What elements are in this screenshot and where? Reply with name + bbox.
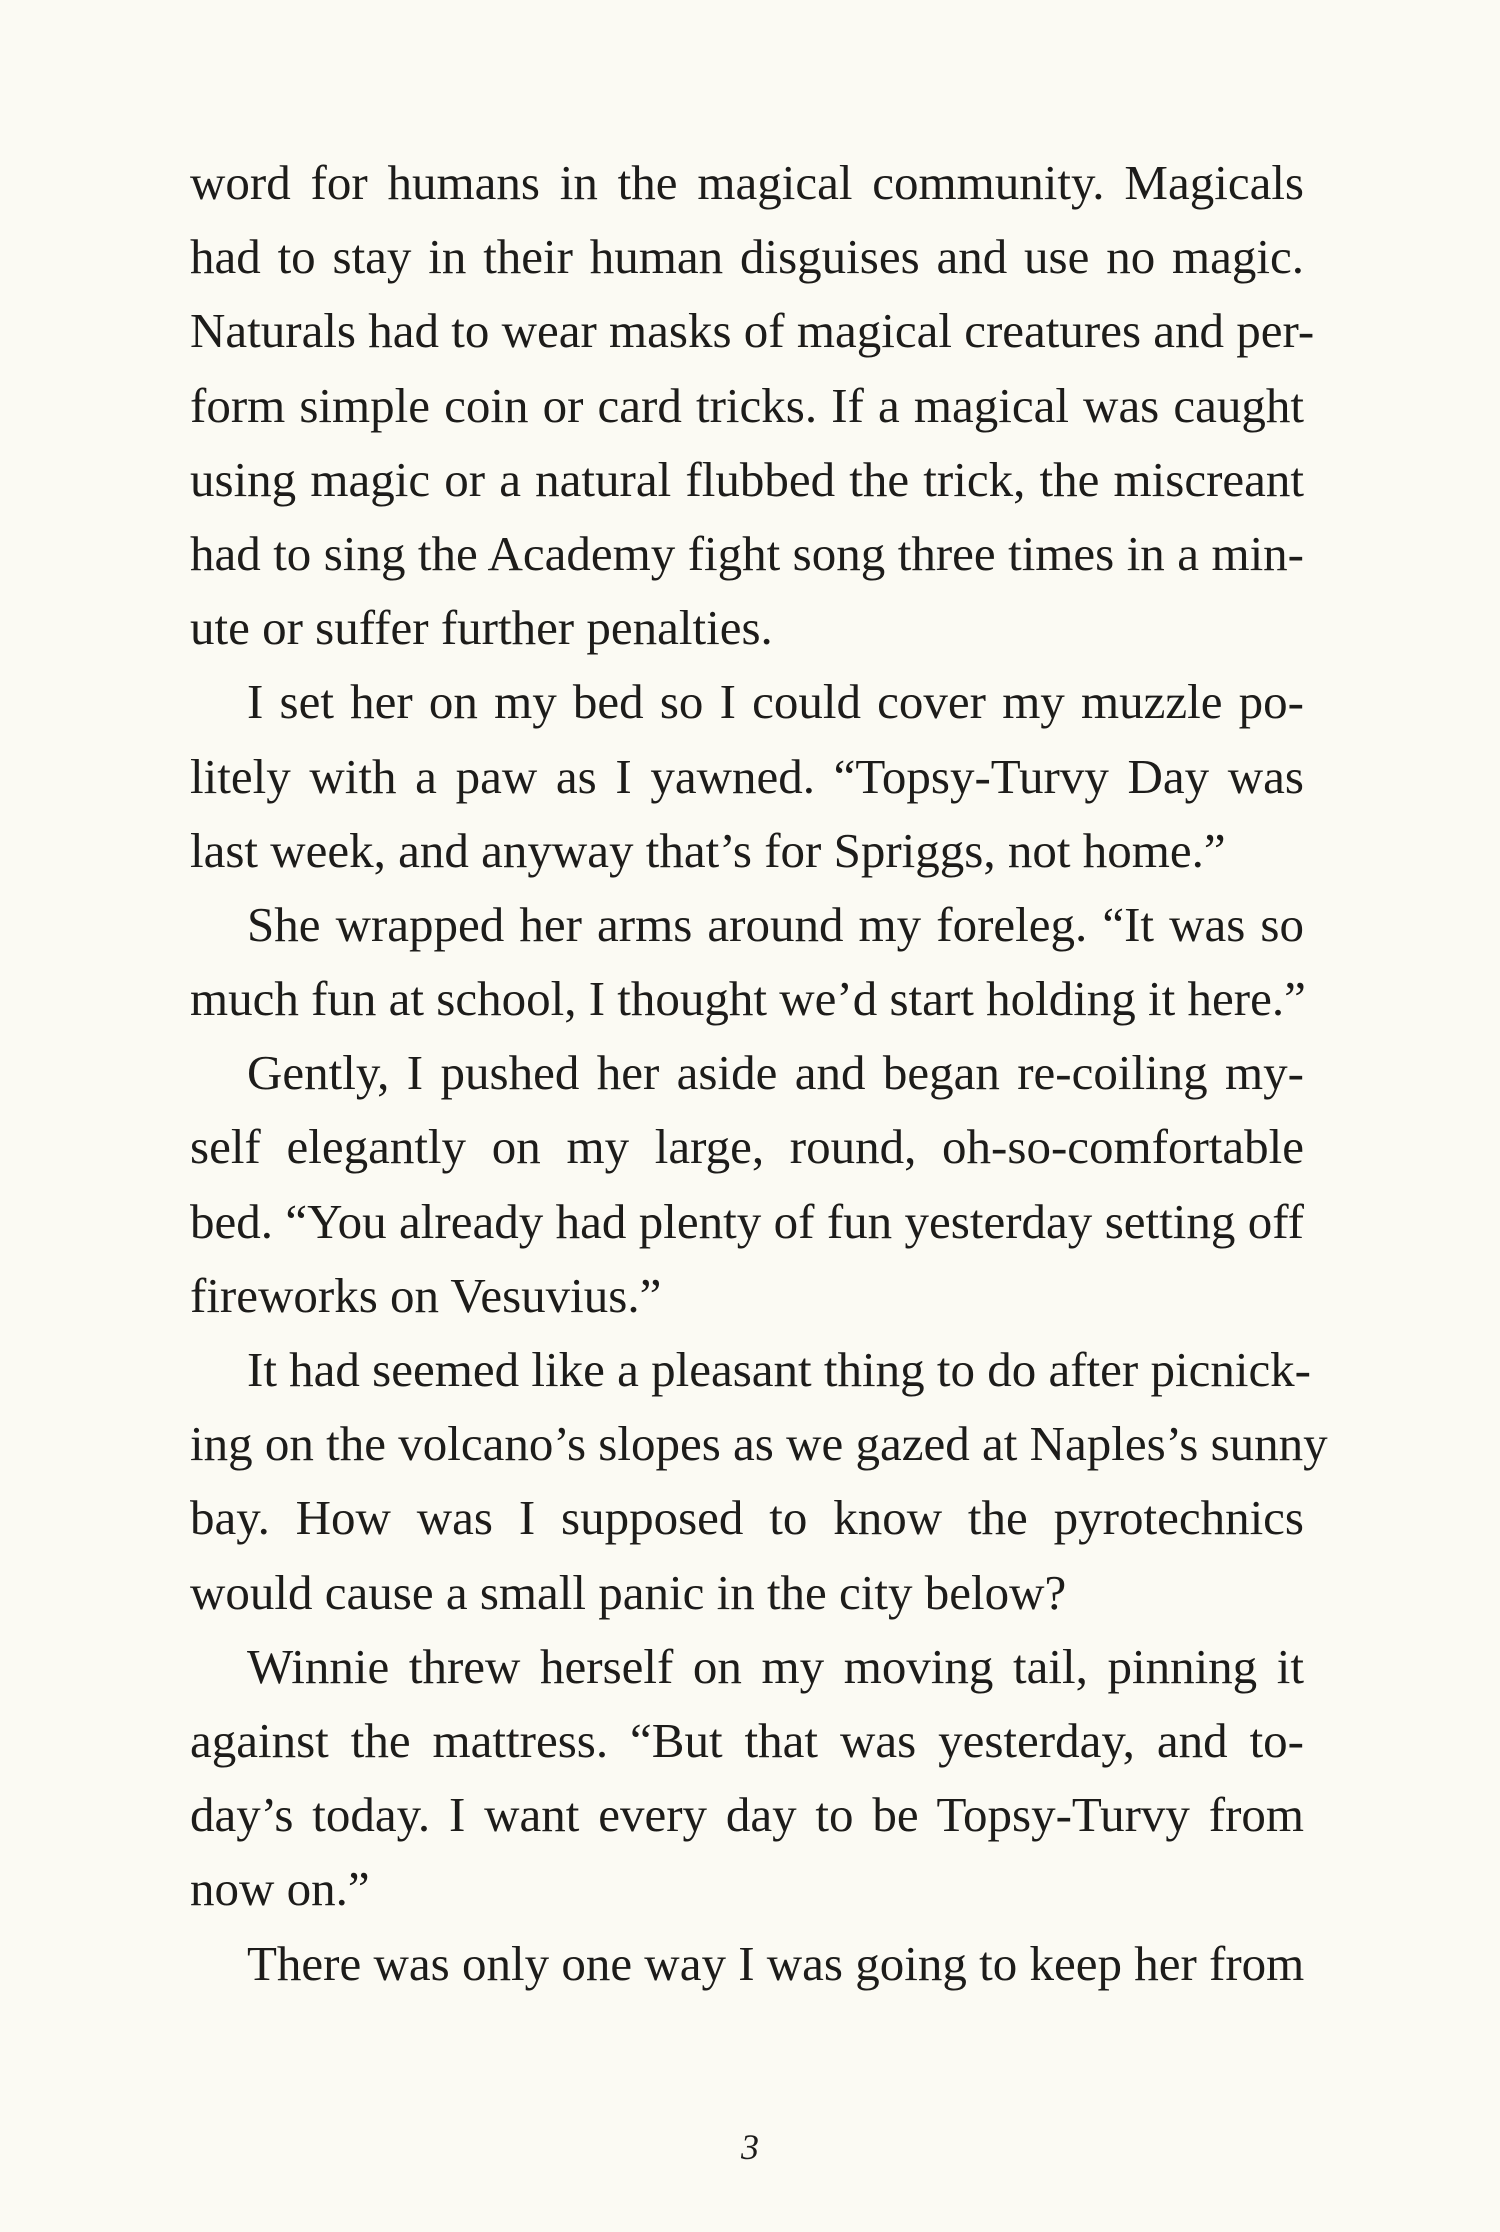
text-line: bay. How was I supposed to know the pyrotechnics: [190, 1490, 1304, 1546]
text-line: ing on the volcano’s slopes as we gazed at Naples’s sunny: [190, 1416, 1328, 1472]
text-line: word for humans in the magical community. Magicals: [190, 155, 1304, 210]
text-line: bed. “You already had plenty of fun yesterday setting off: [190, 1193, 1304, 1249]
text-line: fireworks on Vesuvius.”: [190, 1267, 662, 1323]
text-line: against the mattress. “But that was yesterday, and to-: [190, 1712, 1304, 1768]
text-line: day’s today. I want every day to be Topsy-Turvy from: [190, 1787, 1304, 1843]
text-line: I set her on my bed so I could cover my muzzle po-: [247, 674, 1304, 730]
text-line: Naturals had to wear masks of magical creatures and per-: [190, 303, 1315, 359]
text-line: would cause a small panic in the city below?: [190, 1564, 1067, 1620]
text-line: using magic or a natural flubbed the trick, the miscreant: [190, 451, 1304, 507]
text-line: Gently, I pushed her aside and began re-coiling my-: [247, 1045, 1304, 1101]
text-line: There was only one way I was going to keep her from: [247, 1935, 1305, 1991]
text-line: Winnie threw herself on my moving tail, pinning it: [247, 1638, 1304, 1694]
text-line: had to sing the Academy fight song three times in a min-: [190, 525, 1304, 581]
text-line: litely with a paw as I yawned. “Topsy-Turvy Day was: [190, 748, 1304, 804]
text-line: self elegantly on my large, round, oh-so-comfortable: [190, 1119, 1304, 1175]
text-line: It had seemed like a pleasant thing to do after picnick-: [247, 1342, 1312, 1397]
text-line: now on.”: [190, 1861, 370, 1917]
text-line: ute or suffer further penalties.: [190, 600, 773, 656]
text-line: much fun at school, I thought we’d start holding it here.”: [190, 971, 1306, 1027]
page-number: 3: [741, 2127, 759, 2167]
body-text: [190, 146, 1328, 2001]
text-line: last week, and anyway that’s for Spriggs, not home.”: [190, 822, 1226, 878]
text-line: had to stay in their human disguises and use no magic.: [190, 229, 1304, 285]
text-line: form simple coin or card tricks. If a magical was caught: [190, 377, 1304, 433]
text-line: She wrapped her arms around my foreleg. “It was so: [247, 896, 1304, 952]
